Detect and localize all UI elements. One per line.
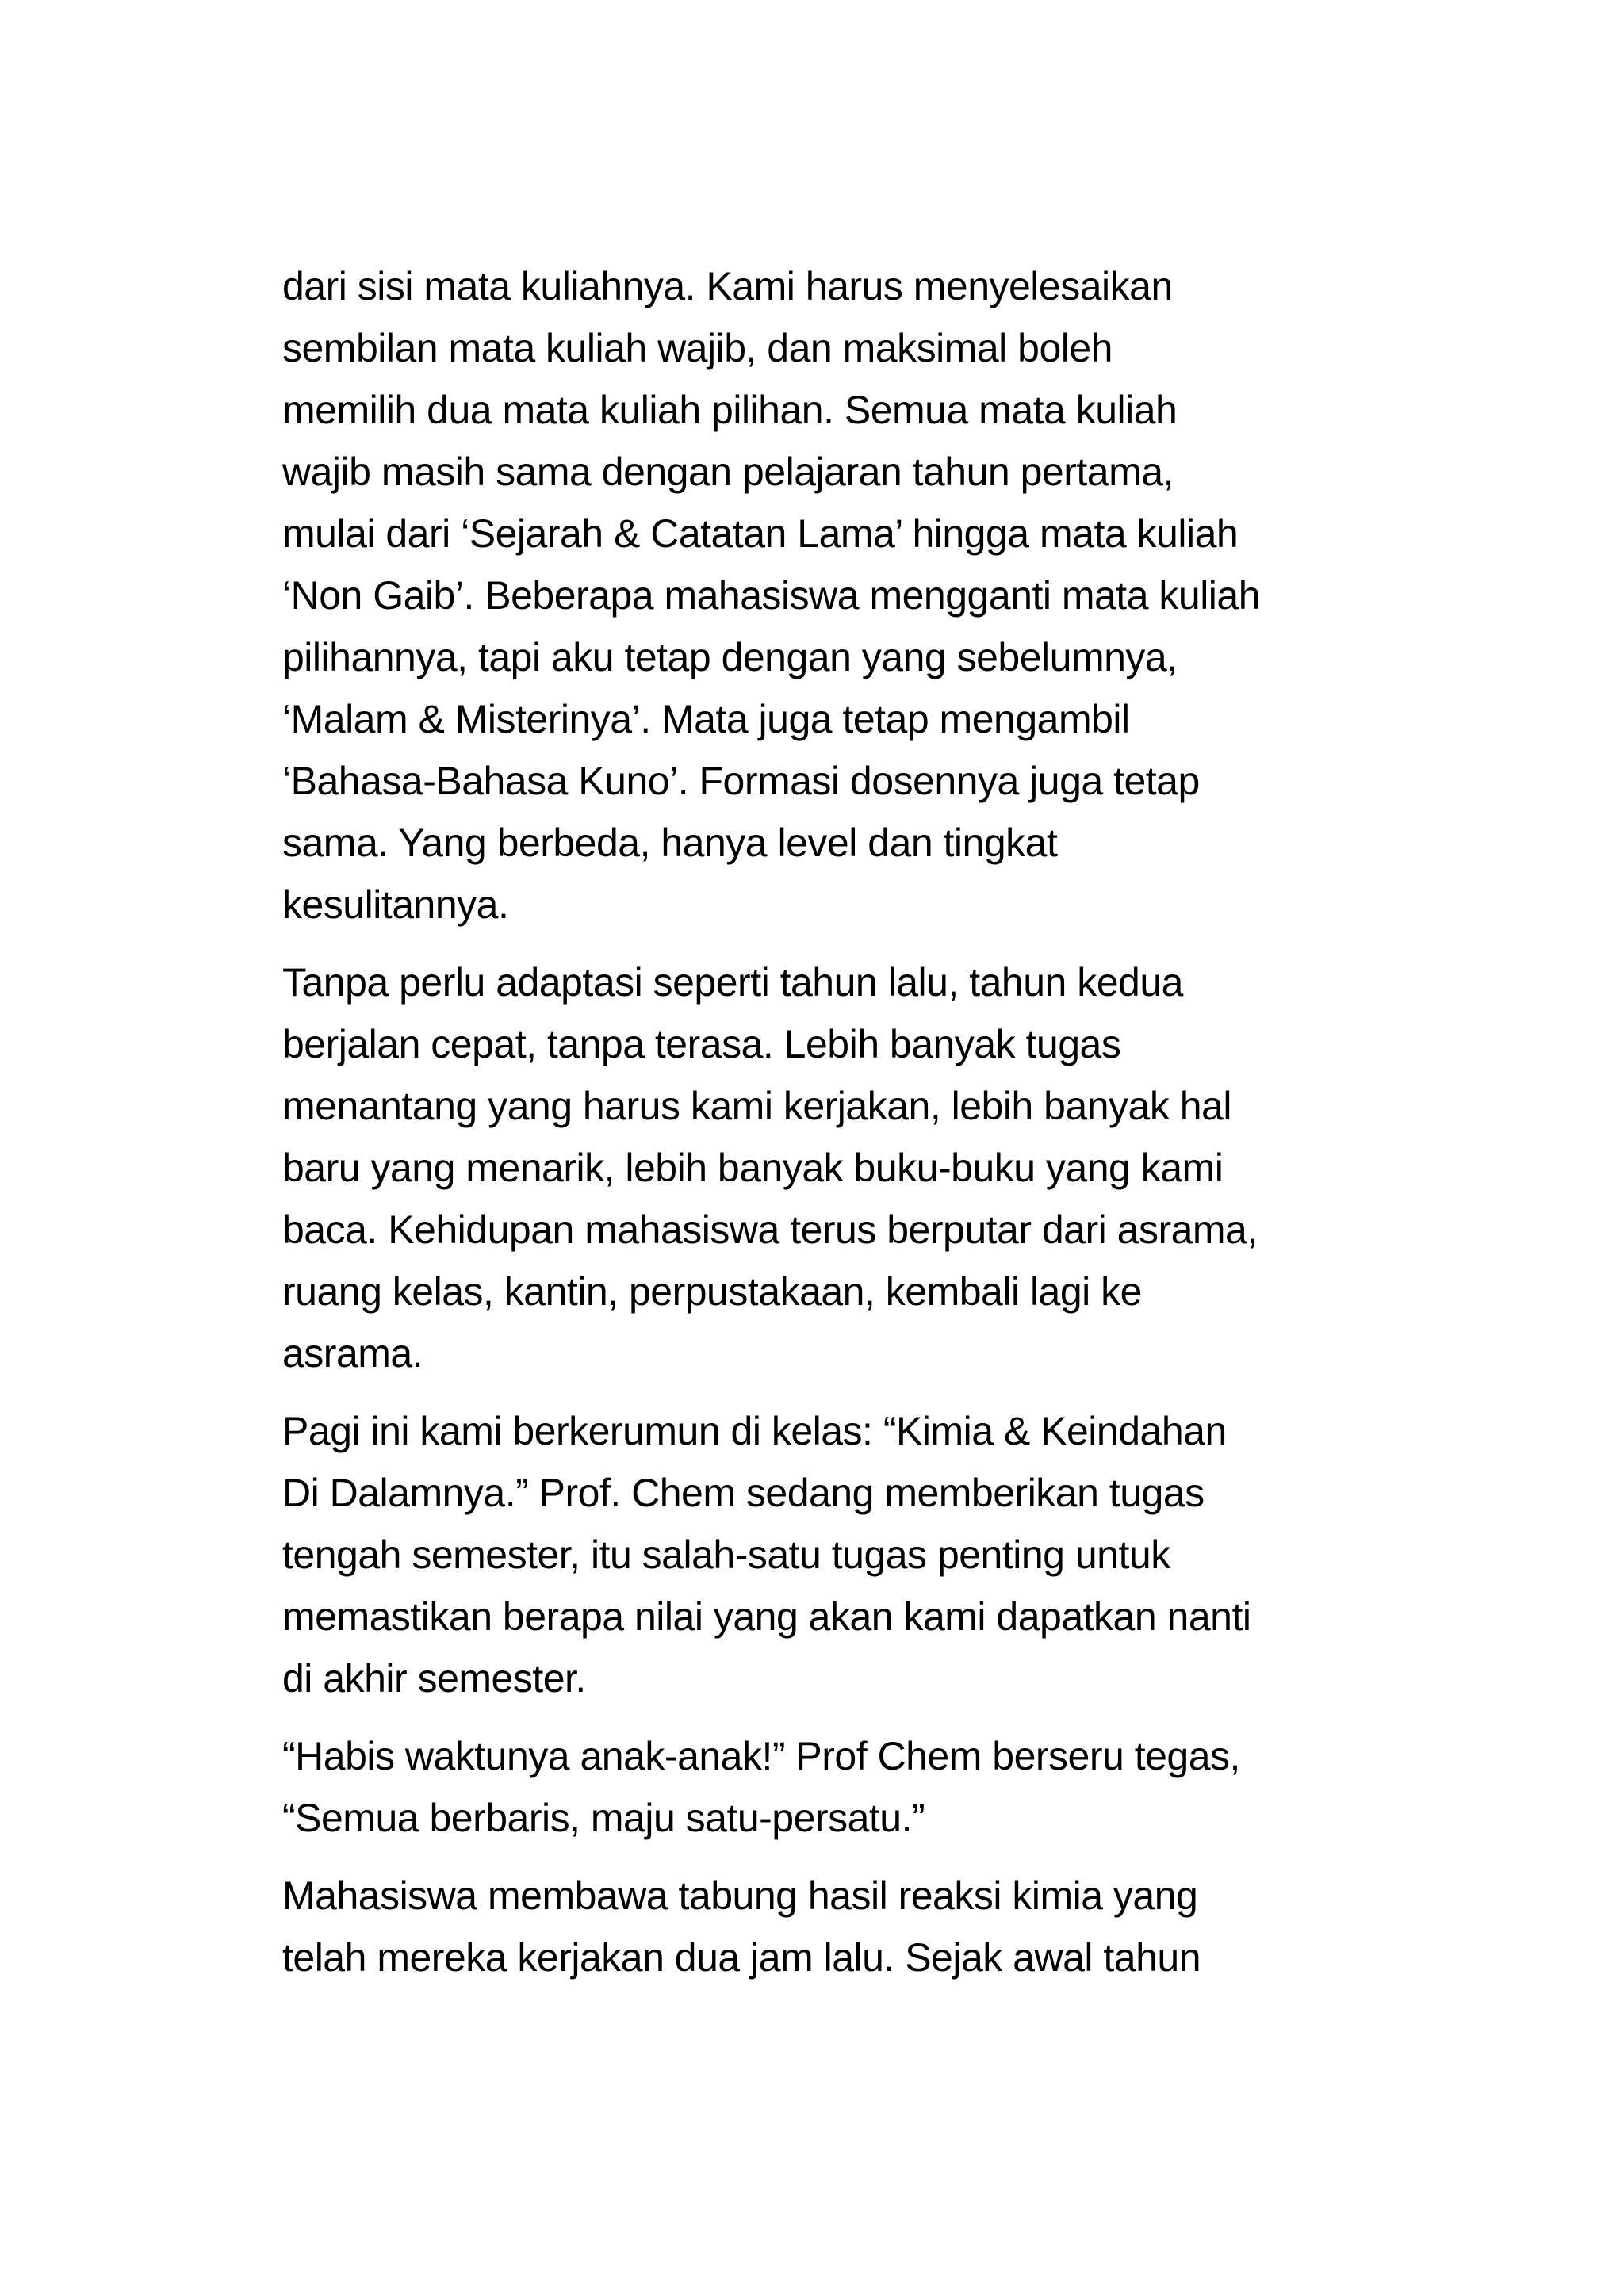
text-line: ‘Malam & Misterinya’. Mata juga tetap mengambil [282, 697, 1130, 741]
text-line: sama. Yang berbeda, hanya level dan tingkat [282, 821, 1058, 865]
text-line: menantang yang harus kami kerjakan, lebih banyak hal [282, 1084, 1231, 1128]
text-line: berjalan cepat, tanpa terasa. Lebih banyak tugas [282, 1022, 1121, 1066]
text-line: wajib masih sama dengan pelajaran tahun pertama, [282, 450, 1174, 494]
text-line: baca. Kehidupan mahasiswa terus berputar dari asrama, [282, 1207, 1258, 1252]
text-line: ‘Non Gaib’. Beberapa mahasiswa mengganti mata kuliah [282, 573, 1261, 618]
text-line: “Habis waktunya anak-anak!” Prof Chem berseru tegas, [282, 1734, 1240, 1778]
text-line: “Semua berbaris, maju satu-persatu.” [282, 1796, 925, 1840]
paragraph-1 [282, 255, 1345, 936]
text-line: sembilan mata kuliah wajib, dan maksimal boleh [282, 326, 1113, 370]
text-line: memilih dua mata kuliah pilihan. Semua mata kuliah [282, 388, 1178, 432]
text-line: dari sisi mata kuliahnya. Kami harus menyelesaikan [282, 264, 1173, 308]
paragraph-3 [282, 1400, 1345, 1709]
text-line: ruang kelas, kantin, perpustakaan, kembali lagi ke [282, 1269, 1142, 1314]
text-line: telah mereka kerjakan dua jam lalu. Sejak awal tahun [282, 1935, 1201, 1980]
text-line: pilihannya, tapi aku tetap dengan yang sebelumnya, [282, 635, 1178, 679]
text-line: di akhir semester. [282, 1656, 586, 1701]
text-line: ‘Bahasa-Bahasa Kuno’. Formasi dosennya juga tetap [282, 759, 1200, 803]
paragraph-5 [282, 1865, 1345, 1988]
text-line: Pagi ini kami berkerumun di kelas: “Kimia & Keindahan [282, 1409, 1227, 1453]
text-line: memastikan berapa nilai yang akan kami dapatkan nanti [282, 1594, 1251, 1639]
text-line: tengah semester, itu salah-satu tugas penting untuk [282, 1533, 1170, 1577]
text-line: kesulitannya. [282, 882, 509, 927]
text-line: baru yang menarik, lebih banyak buku-buku yang kami [282, 1146, 1224, 1190]
paragraph-4 [282, 1725, 1345, 1849]
text-line: mulai dari ‘Sejarah & Catatan Lama’ hingga mata kuliah [282, 511, 1239, 556]
text-line: Tanpa perlu adaptasi seperti tahun lalu, tahun kedua [282, 960, 1183, 1004]
text-line: asrama. [282, 1331, 423, 1376]
text-line: Di Dalamnya.” Prof. Chem sedang memberikan tugas [282, 1471, 1205, 1515]
body-text [282, 255, 1345, 2004]
paragraph-2 [282, 951, 1345, 1384]
text-line: Mahasiswa membawa tabung hasil reaksi kimia yang [282, 1873, 1198, 1918]
